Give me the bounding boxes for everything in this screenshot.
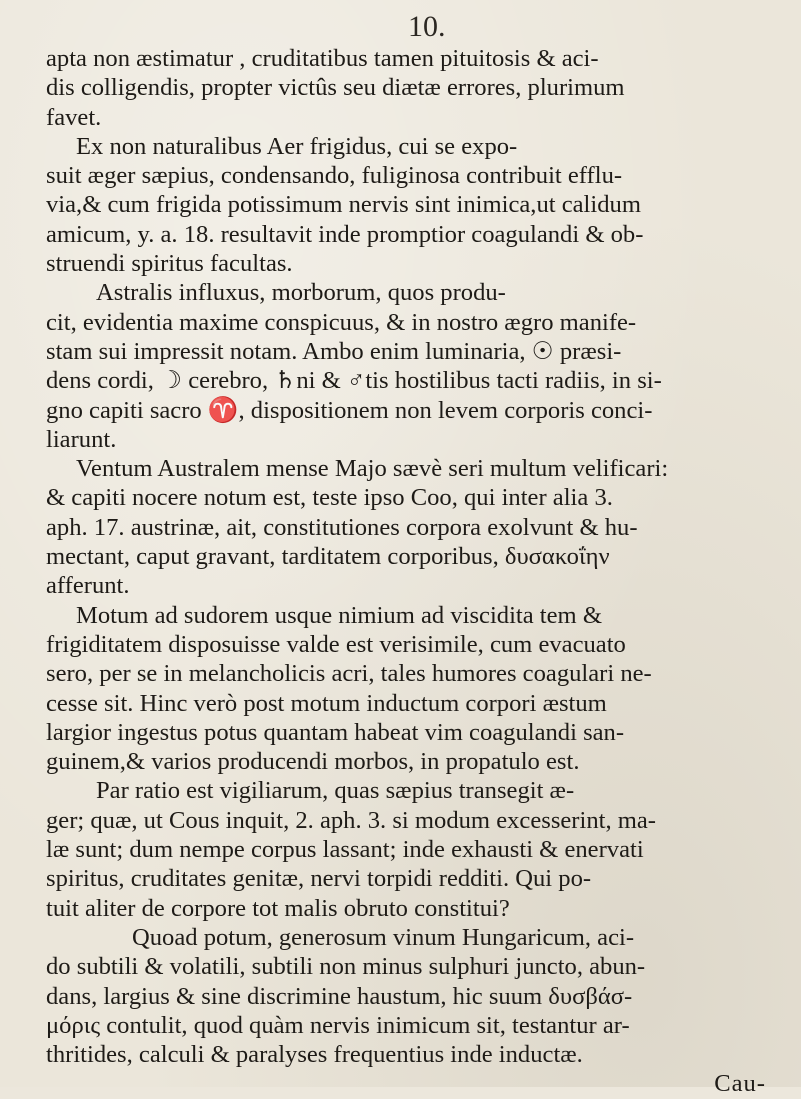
- text-line: struendi spiritus facultas.: [46, 250, 293, 278]
- text-line: frigiditatem disposuisse valde est verisimile, cum evacuato: [46, 630, 626, 658]
- text-line: gno capiti sacro ♈, dispositionem non levem corporis conci-: [46, 396, 653, 424]
- text-line: via,& cum frigida potissimum nervis sint inimica,ut calidum: [46, 191, 641, 219]
- text-line: læ sunt; dum nempe corpus lassant; inde exhausti & enervati: [46, 836, 644, 864]
- text-line: guinem,& varios producendi morbos, in propatulo est.: [46, 748, 580, 776]
- paragraph-start: Astralis influxus, morborum, quos produ-: [96, 279, 506, 307]
- paragraph-start: Motum ad sudorem usque nimium ad viscidita tem &: [76, 601, 602, 629]
- paragraph-start: Ventum Australem mense Majo sævè seri multum velificari:: [76, 455, 669, 483]
- text-line: stam sui impressit notam. Ambo enim luminaria, ☉ præsi-: [46, 337, 622, 365]
- text-line: do subtili & volatili, subtili non minus sulphuri juncto, abun-: [46, 953, 646, 981]
- text-line: tuit aliter de corpore tot malis obruto constitui?: [46, 894, 510, 922]
- text-line: dens cordi, ☽ cerebro, ♄ni & ♂tis hostilibus tacti radiis, in si-: [46, 367, 662, 395]
- text-line: liarunt.: [46, 425, 117, 453]
- text-line: spiritus, cruditates genitæ, nervi torpidi redditi. Qui po-: [46, 865, 592, 893]
- text-line: afferunt.: [46, 572, 130, 600]
- text-line: favet.: [46, 103, 102, 131]
- page-number: 10.: [408, 10, 446, 43]
- text-line: apta non æstimatur , cruditatibus tamen pituitosis & aci-: [46, 45, 599, 72]
- text-line: ger; quæ, ut Cous inquit, 2. aph. 3. si modum excesserint, ma-: [46, 806, 656, 834]
- text-line: cit, evidentia maxime conspicuus, & in nostro ægro manife-: [46, 308, 637, 336]
- text-line: largior ingestus potus quantam habeat vim coagulandi san-: [46, 718, 625, 746]
- text-line: sero, per se in melancholicis acri, tales humores coagulari ne-: [46, 660, 652, 688]
- paragraph-start: Ex non naturalibus Aer frigidus, cui se expo-: [76, 132, 518, 160]
- text-line: & capiti nocere notum est, teste ipso Coo, qui inter alia 3.: [46, 484, 613, 512]
- paragraph-start: Par ratio est vigiliarum, quas sæpius transegit æ-: [96, 777, 575, 805]
- text-line: μόρις contulit, quod quàm nervis inimicum sit, testantur ar-: [46, 1011, 630, 1039]
- text-line: mectant, caput gravant, tarditatem corporibus, δυσακοΐην: [46, 543, 610, 571]
- text-line: amicum, y. a. 18. resultavit inde promptior coagulandi & ob-: [46, 220, 644, 248]
- text-line: thritides, calculi & paralyses frequentius inde inductæ.: [46, 1041, 583, 1069]
- paragraph-start: Quoad potum, generosum vinum Hungaricum, aci-: [132, 923, 635, 951]
- text-line: dis colligendis, propter victûs seu diætæ errores, plurimum: [46, 74, 625, 102]
- text-line: aph. 17. austrinæ, ait, constitutiones corpora exolvunt & hu-: [46, 513, 638, 541]
- body-text: [46, 44, 786, 1099]
- text-line: cesse sit. Hinc verò post motum inductum corpori æstum: [46, 689, 607, 717]
- text-line: dans, largius & sine discrimine haustum, hic suum δυσβάσ-: [46, 982, 633, 1010]
- catchword: Cau-: [714, 1070, 766, 1098]
- text-line: suit æger sæpius, condensando, fuliginosa contribuit efflu-: [46, 162, 623, 190]
